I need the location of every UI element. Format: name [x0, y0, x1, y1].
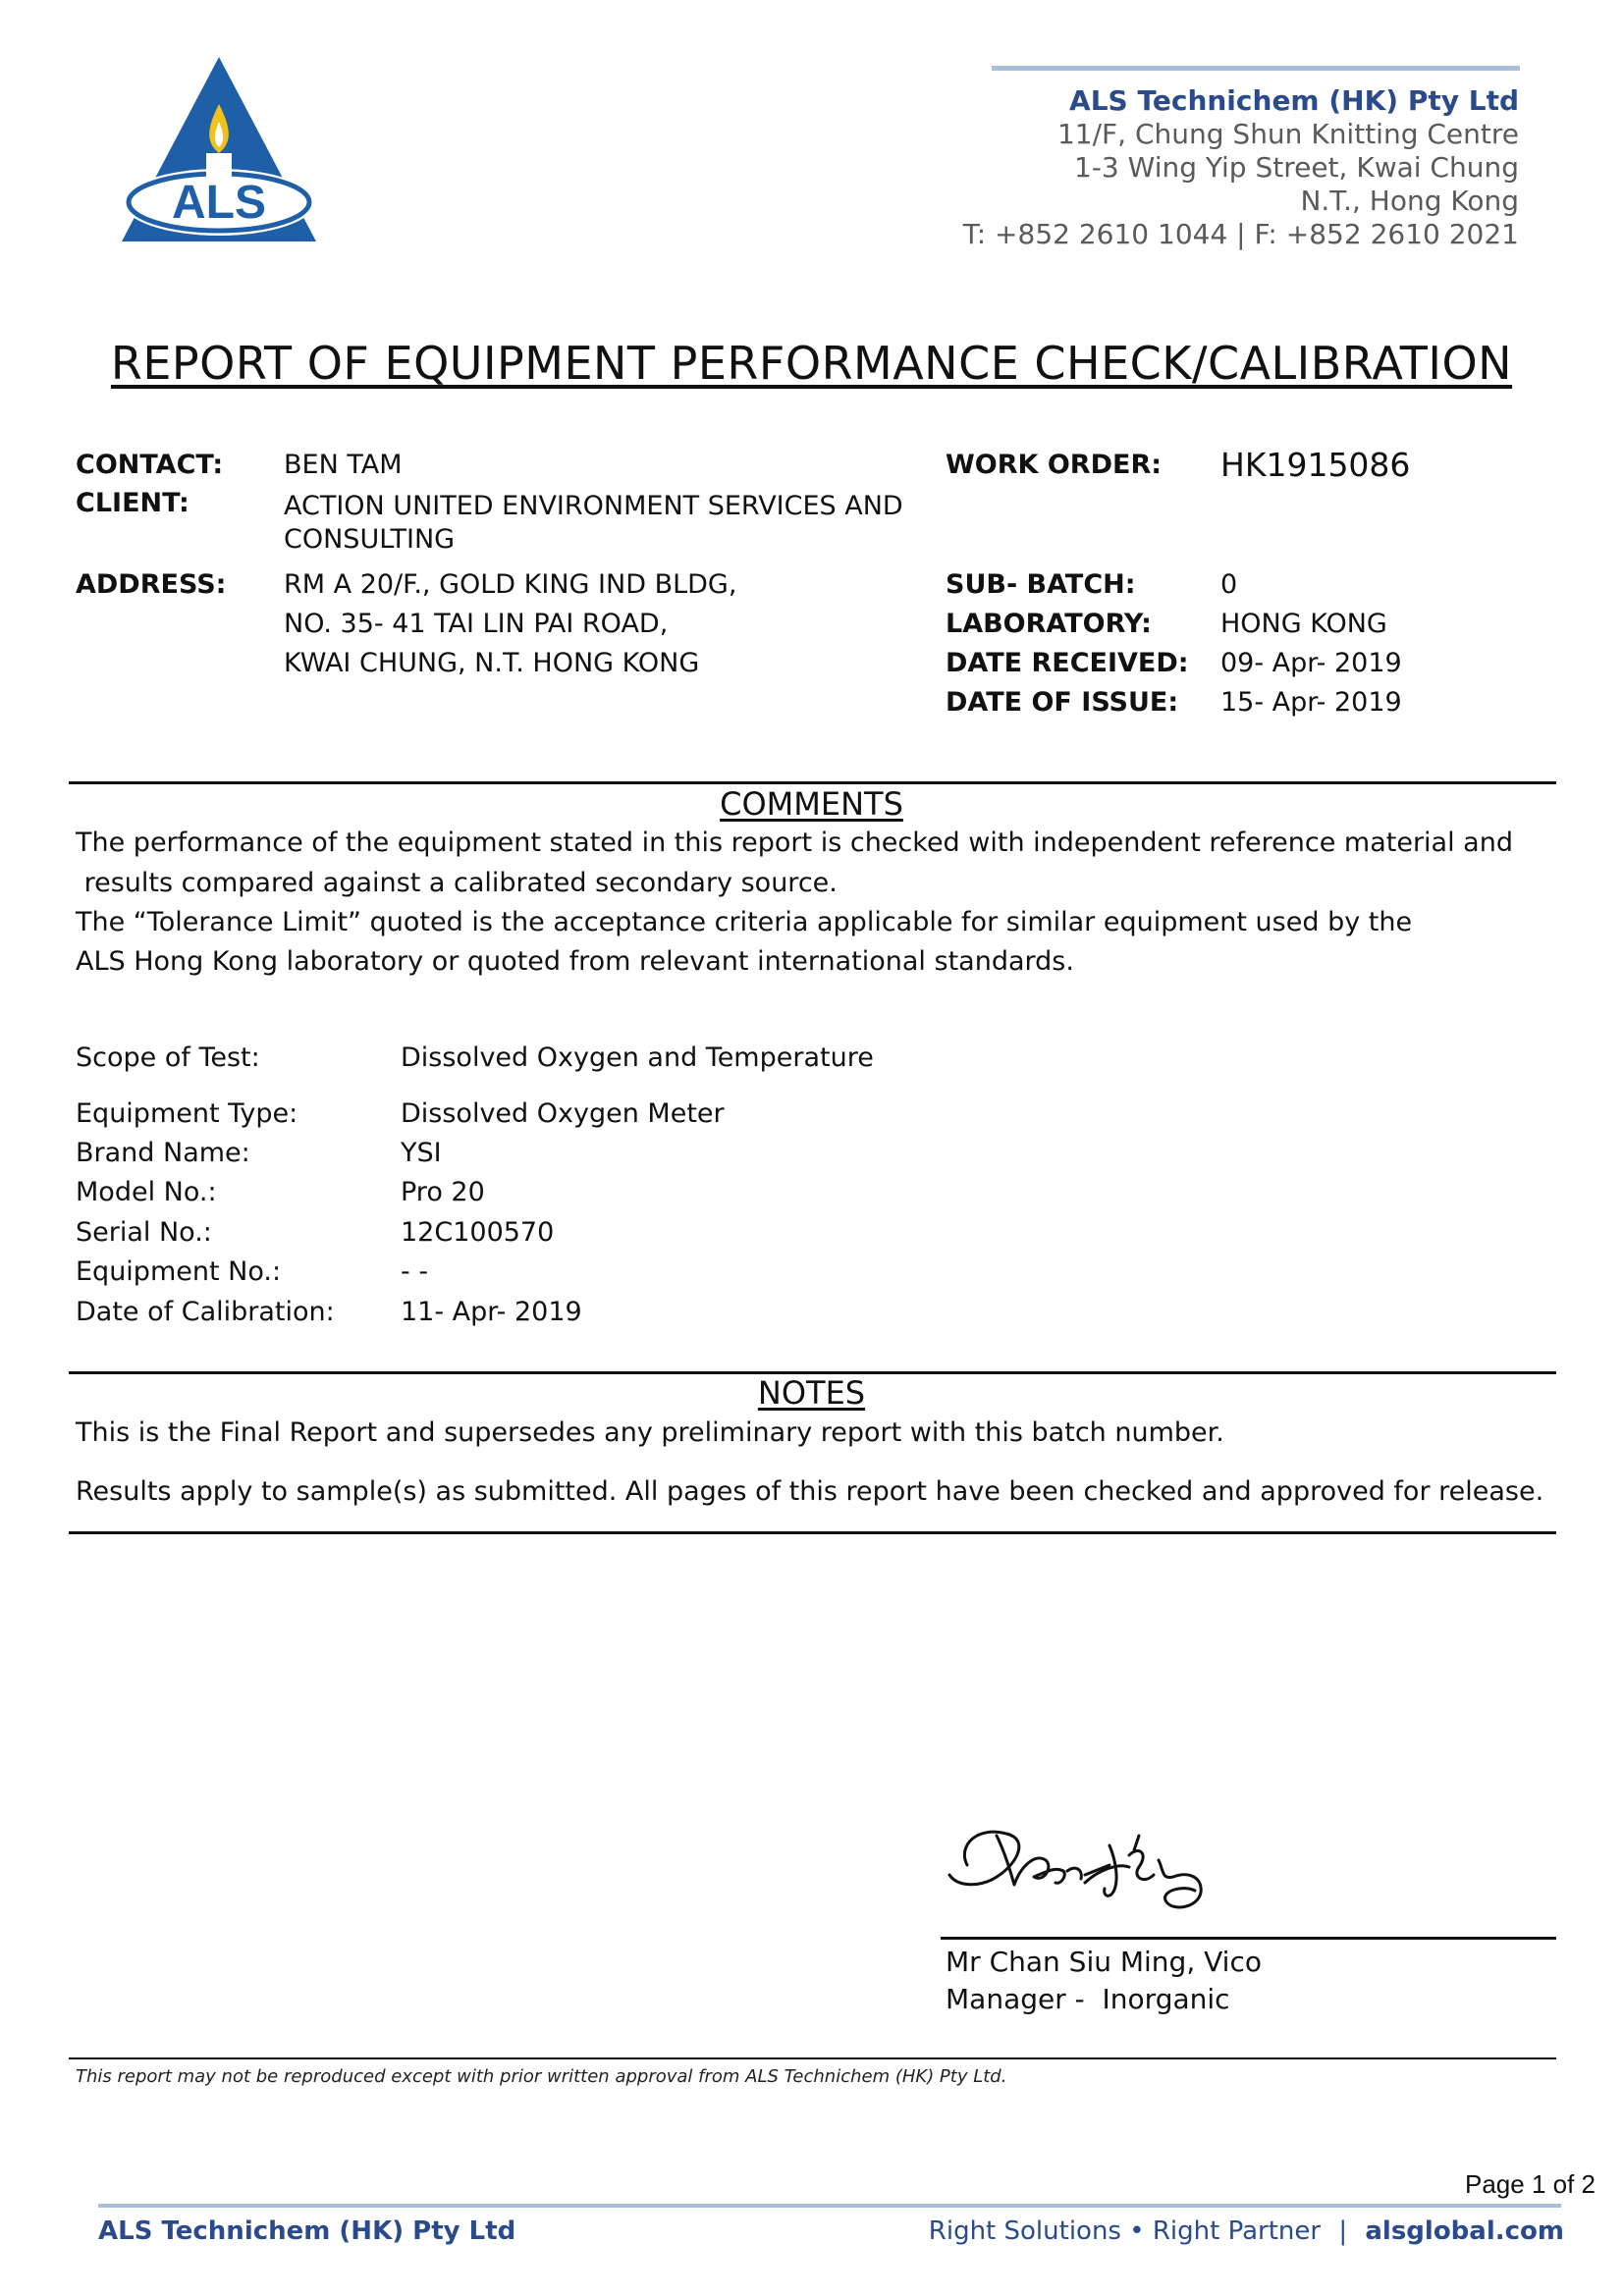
comments-line-3: The “Tolerance Limit” quoted is the acceptance criteria applicable for similar equipment used by the — [76, 907, 1413, 937]
date-of-issue-value: 15- Apr- 2019 — [1220, 687, 1402, 718]
client-value-line-1: ACTION UNITED ENVIRONMENT SERVICES AND — [284, 491, 903, 521]
comments-line-4: ALS Hong Kong laboratory or quoted from relevant international standards. — [76, 946, 1074, 977]
work-order-value: HK1915086 — [1220, 446, 1411, 484]
comments-heading: COMMENTS — [720, 785, 903, 823]
notes-line-1: This is the Final Report and supersedes any preliminary report with this batch number. — [76, 1417, 1224, 1448]
spec-row-label: Serial No.: — [76, 1217, 212, 1248]
spec-row-value: 12C100570 — [401, 1217, 555, 1248]
svg-text:ALS: ALS — [172, 177, 266, 229]
signature-image — [938, 1806, 1262, 1924]
signatory-name: Mr Chan Siu Ming, Vico — [946, 1946, 1262, 1978]
notes-line-2: Results apply to sample(s) as submitted. All pages of this report have been checked and approved for release. — [76, 1476, 1544, 1507]
signature-rule — [941, 1937, 1556, 1940]
sub-batch-value: 0 — [1220, 569, 1238, 600]
client-address-line-2: NO. 35- 41 TAI LIN PAI ROAD, — [284, 609, 669, 639]
address-line-1: 11/F, Chung Shun Knitting Centre — [1056, 118, 1519, 150]
comments-top-rule — [69, 781, 1556, 784]
comments-line-1: The performance of the equipment stated in this report is checked with independent reference material and — [76, 828, 1513, 858]
laboratory-value: HONG KONG — [1220, 609, 1387, 639]
client-value-line-2: CONSULTING — [284, 524, 456, 555]
spec-row-value: Dissolved Oxygen Meter — [401, 1098, 725, 1129]
spec-row-value: - - — [401, 1256, 429, 1287]
work-order-label: WORK ORDER: — [946, 450, 1163, 480]
als-logo — [114, 55, 324, 251]
address-line-2: 1-3 Wing Yip Street, Kwai Chung — [1073, 151, 1519, 184]
company-name: ALS Technichem (HK) Pty Ltd — [1069, 84, 1519, 117]
report-title: REPORT OF EQUIPMENT PERFORMANCE CHECK/CALIBRATION — [110, 337, 1513, 390]
address-line-3: N.T., Hong Kong — [1300, 185, 1519, 217]
date-received-label: DATE RECEIVED: — [946, 648, 1189, 678]
contact-label: CONTACT: — [76, 450, 224, 480]
spec-row-value: Pro 20 — [401, 1177, 485, 1207]
address-label: ADDRESS: — [76, 569, 227, 600]
phone-fax: T: +852 2610 1044 | F: +852 2610 2021 — [962, 218, 1519, 250]
disclaimer-text: This report may not be reproduced except with prior written approval from ALS Technichem (HK) Pty Ltd. — [76, 2066, 1007, 2087]
laboratory-label: LABORATORY: — [946, 609, 1152, 639]
spec-row-value: 11- Apr- 2019 — [401, 1297, 582, 1327]
spec-row-label: Date of Calibration: — [76, 1297, 335, 1327]
notes-bottom-rule — [69, 1531, 1556, 1534]
spec-row-label: Model No.: — [76, 1177, 217, 1207]
scope-value: Dissolved Oxygen and Temperature — [401, 1042, 874, 1073]
client-address-line-3: KWAI CHUNG, N.T. HONG KONG — [284, 648, 700, 678]
footer-rule — [98, 2204, 1561, 2208]
spec-row-label: Brand Name: — [76, 1138, 250, 1168]
contact-value: BEN TAM — [284, 450, 403, 480]
comments-line-2: results compared against a calibrated secondary source. — [76, 868, 838, 898]
spec-row-label: Equipment Type: — [76, 1098, 298, 1129]
footer-website-link[interactable]: alsglobal.com — [1365, 2216, 1564, 2246]
signatory-role: Manager - Inorganic — [946, 1983, 1230, 2015]
date-of-issue-label: DATE OF ISSUE: — [946, 687, 1179, 718]
spec-row-label: Equipment No.: — [76, 1256, 282, 1287]
sub-batch-label: SUB- BATCH: — [946, 569, 1136, 600]
header-rule — [992, 66, 1520, 71]
client-address-line-1: RM A 20/F., GOLD KING IND BLDG, — [284, 569, 737, 600]
spec-row-value: YSI — [401, 1138, 442, 1168]
footer-tagline-group — [929, 2216, 1564, 2246]
notes-heading: NOTES — [757, 1374, 866, 1412]
page-number: Page 1 of 2 — [1465, 2169, 1596, 2199]
client-label: CLIENT: — [76, 488, 189, 518]
footer-tagline: Right Solutions • Right Partner — [928, 2216, 1322, 2246]
footer-company: ALS Technichem (HK) Pty Ltd — [98, 2216, 516, 2246]
footer-separator: | — [1338, 2216, 1348, 2246]
date-received-value: 09- Apr- 2019 — [1220, 648, 1402, 678]
scope-label: Scope of Test: — [76, 1042, 260, 1073]
disclaimer-rule — [69, 2057, 1556, 2059]
